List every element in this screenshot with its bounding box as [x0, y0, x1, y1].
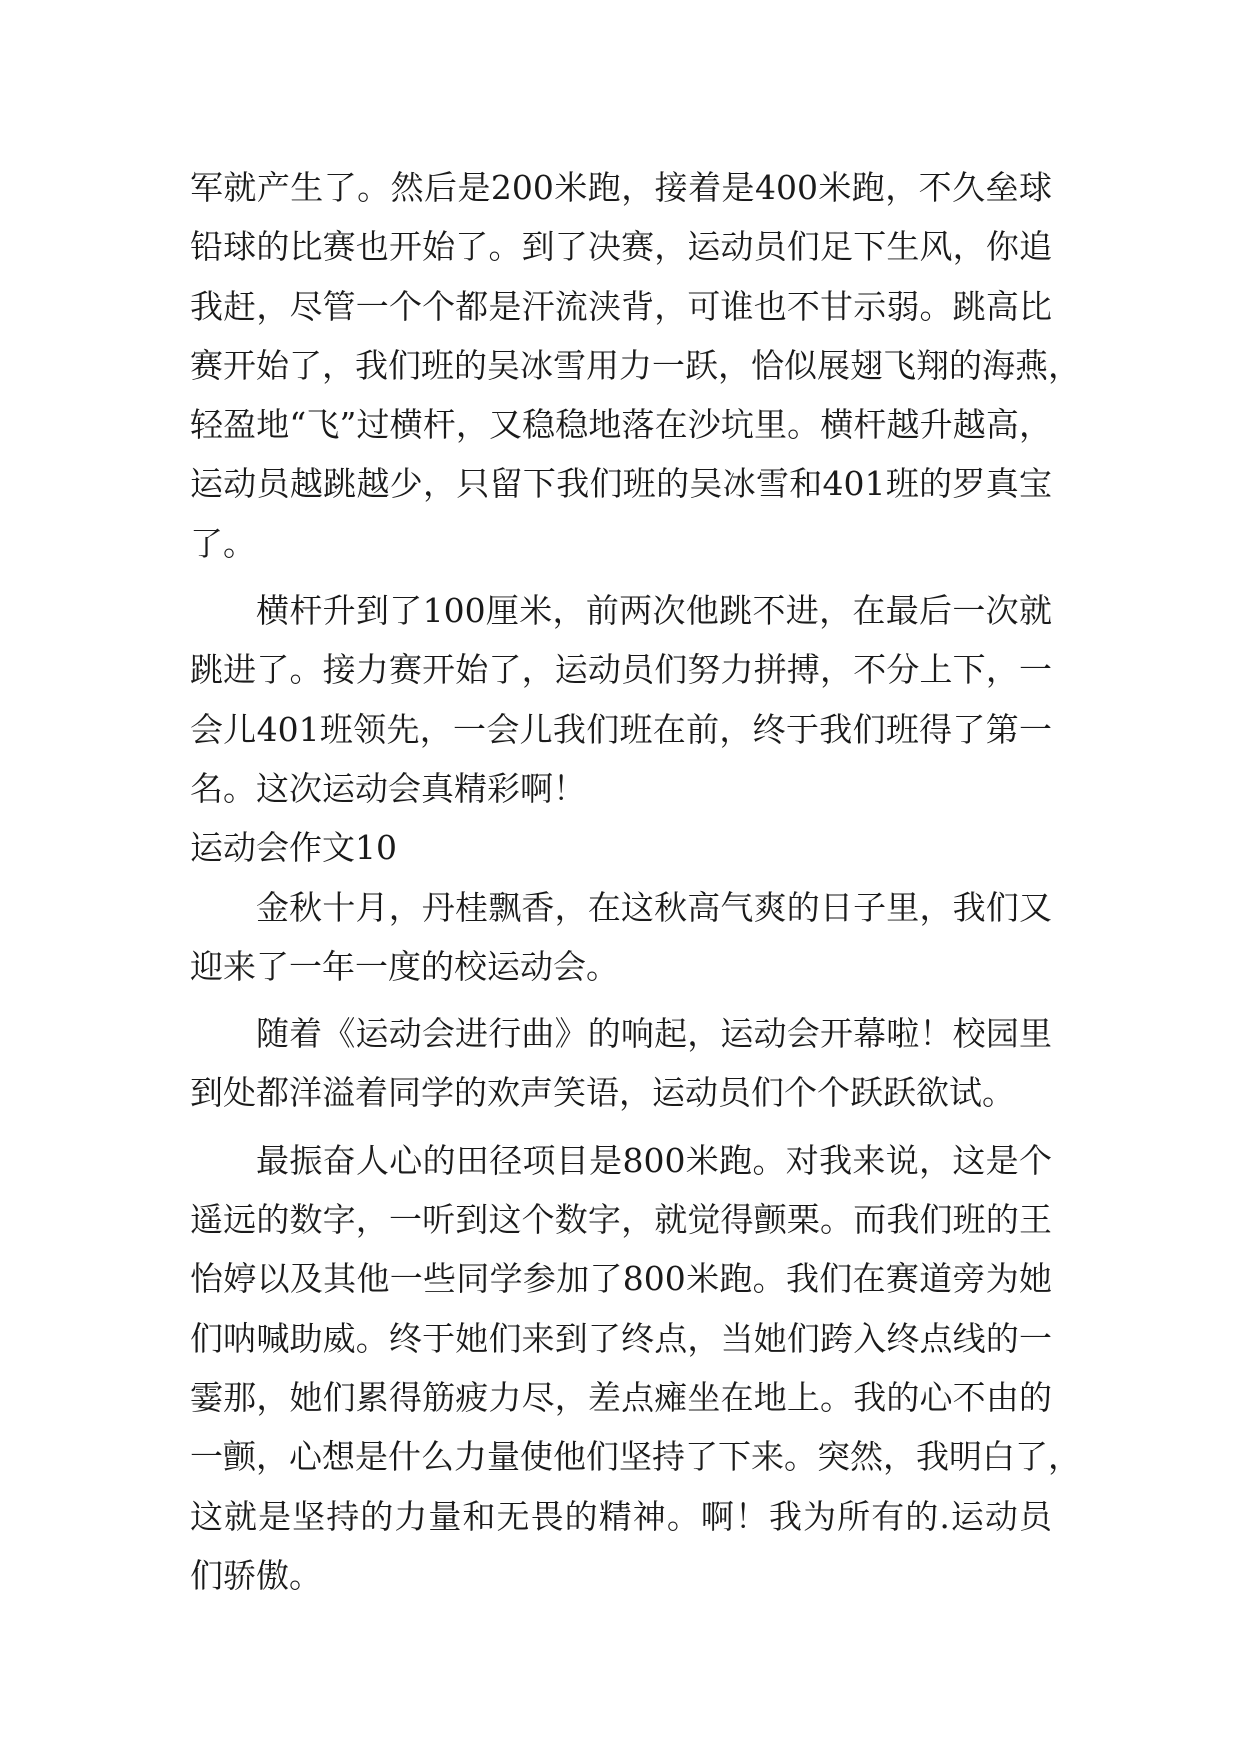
paragraph: [190, 1004, 1052, 1123]
text-line: 金秋十月，丹桂飘香，在这秋高气爽的日子里，我们又: [256, 887, 1052, 927]
text-line: 轻盈地“飞”过横杆，又稳稳地落在沙坑里。横杆越升越高，: [190, 405, 1052, 445]
paragraph: [190, 158, 1081, 573]
document-page: [190, 158, 1081, 1605]
text-line: 我赶，尽管一个个都是汗流浃背，可谁也不甘示弱。跳高比: [190, 286, 1052, 326]
text-line: 了。: [190, 523, 256, 563]
text-line: 名。这次运动会真精彩啊！: [190, 768, 586, 808]
text-line: 横杆升到了100厘米，前两次他跳不进，在最后一次就: [256, 591, 1052, 631]
text-line: 霎那，她们累得筋疲力尽，差点瘫坐在地上。我的心不由的: [190, 1377, 1052, 1417]
text-line: 迎来了一年一度的校运动会。: [190, 946, 619, 986]
paragraph: [190, 878, 1052, 997]
text-line: 遥远的数字，一听到这个数字，就觉得颤栗。而我们班的王: [190, 1200, 1052, 1240]
text-line: 军就产生了。然后是200米跑，接着是400米跑，不久垒球: [190, 168, 1052, 207]
text-line: 随着《运动会进行曲》的响起，运动会开幕啦！校园里: [256, 1014, 1052, 1054]
section-heading: 运动会作文10: [190, 828, 397, 868]
text-line: 们呐喊助威。终于她们来到了终点，当她们跨入终点线的一: [190, 1318, 1052, 1358]
text-line: 最振奋人心的田径项目是800米跑。对我来说，这是个: [256, 1140, 1052, 1180]
text-line: 铅球的比赛也开始了。到了决赛，运动员们足下生风，你追: [190, 227, 1052, 267]
paragraph: [190, 1131, 1081, 1605]
text-line: 们骄傲。: [190, 1555, 322, 1595]
text-line: 会儿401班领先，一会儿我们班在前，终于我们班得了第一: [190, 709, 1052, 749]
text-line: 怡婷以及其他一些同学参加了800米跑。我们在赛道旁为她: [190, 1259, 1052, 1299]
text-line: 一颤，心想是什么力量使他们坚持了下来。突然，我明白了，: [190, 1437, 1081, 1477]
text-line: 这就是坚持的力量和无畏的精神。啊！我为所有的.运动员: [190, 1496, 1052, 1536]
text-line: 赛开始了，我们班的吴冰雪用力一跃，恰似展翅飞翔的海燕，: [190, 345, 1081, 385]
text-line: 跳进了。接力赛开始了，运动员们努力拼搏，不分上下，一: [190, 650, 1052, 690]
text-line: 到处都洋溢着同学的欢声笑语，运动员们个个跃跃欲试。: [190, 1073, 1015, 1113]
paragraph: [190, 581, 1052, 818]
text-line: 运动员越跳越少，只留下我们班的吴冰雪和401班的罗真宝: [190, 464, 1052, 504]
